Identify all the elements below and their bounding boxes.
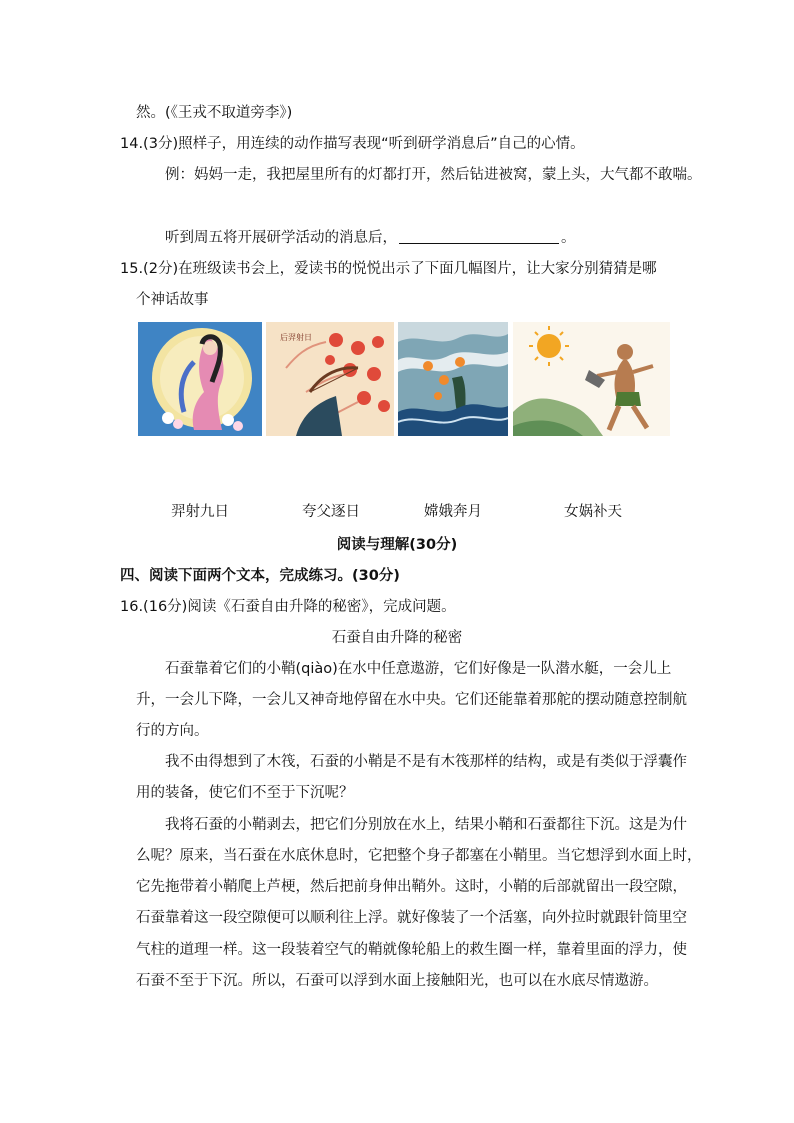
article-line: 它先拖带着小鞘爬上芦梗，然后把前身伸出鞘外。这时，小鞘的后部就留出一段空隙，: [136, 879, 687, 895]
article-line: 升，一会儿下降，一会儿又神奇地停留在水中央。它们还能靠着那舵的摆动随意控制航: [136, 692, 687, 708]
article-line: 气柱的道理一样。这一段装着空气的鞘就像轮船上的救生圈一样，靠着里面的浮力，使: [136, 942, 687, 958]
article-line: 石蚕不至于下沉。所以，石蚕可以浮到水面上接触阳光，也可以在水底尽情遨游。: [136, 973, 658, 989]
article-line: 石蚕靠着它们的小鞘(qiào)在水中任意遨游，它们好像是一队潜水艇，一会儿上: [165, 661, 672, 677]
caption-3: 嫦娥奔月: [424, 504, 482, 520]
question-15-line2: 个神话故事: [136, 292, 209, 308]
prompt-text: 听到周五将开展研学活动的消息后，: [165, 230, 397, 246]
article-line: 用的装备，使它们不至于下沉呢？: [136, 785, 354, 801]
article-title: 石蚕自由升降的秘密: [331, 630, 463, 646]
caption-2: 夸父逐日: [302, 504, 360, 520]
question-14-example: 例：妈妈一走，我把屋里所有的灯都打开，然后钻进被窝，蒙上头，大气都不敢喘。: [165, 167, 702, 183]
article-line: 我不由得想到了木筏，石蚕的小鞘是不是有木筏那样的结构，或是有类似于浮囊作: [165, 754, 687, 770]
archer-suns-image: [266, 322, 394, 436]
question-14-prompt: [165, 228, 576, 248]
sun-chaser-image: [513, 322, 670, 436]
section-heading: 阅读与理解(30分): [336, 537, 458, 553]
question-14: 14.(3分)照样子，用连续的动作描写表现“听到研学消息后”自己的心情。: [120, 136, 585, 152]
article-line: 行的方向。: [136, 723, 209, 739]
previous-question-tail: 然。(《王戎不取道旁李》): [136, 105, 293, 121]
caption-4: 女娲补天: [564, 504, 622, 520]
question-15-line1: 15.(2分)在班级读书会上，爱读书的悦悦出示了下面几幅图片，让大家分别猜猜是哪: [120, 261, 657, 277]
part-four-instruction: 四、阅读下面两个文本，完成练习。(30分): [120, 568, 400, 584]
answer-blank[interactable]: [399, 228, 559, 244]
article-line: 我将石蚕的小鞘剥去，把它们分别放在水上，结果小鞘和石蚕都往下沉。这是为什: [165, 817, 687, 833]
article-line: 石蚕靠着这一段空隙便可以顺利往上浮。就好像装了一个活塞，向外拉时就跟针筒里空: [136, 910, 687, 926]
question-16: 16.(16分)阅读《石蚕自由升降的秘密》，完成问题。: [120, 599, 456, 615]
sky-mending-image: [398, 322, 508, 436]
moon-lady-image: [138, 322, 262, 436]
article-line: 么呢？原来，当石蚕在水底休息时，它把整个身子都塞在小鞘里。当它想浮到水面上时，: [136, 848, 702, 864]
prompt-end: 。: [561, 230, 576, 246]
caption-1: 羿射九日: [171, 504, 229, 520]
svg-text:后羿射日: 后羿射日: [280, 333, 312, 342]
